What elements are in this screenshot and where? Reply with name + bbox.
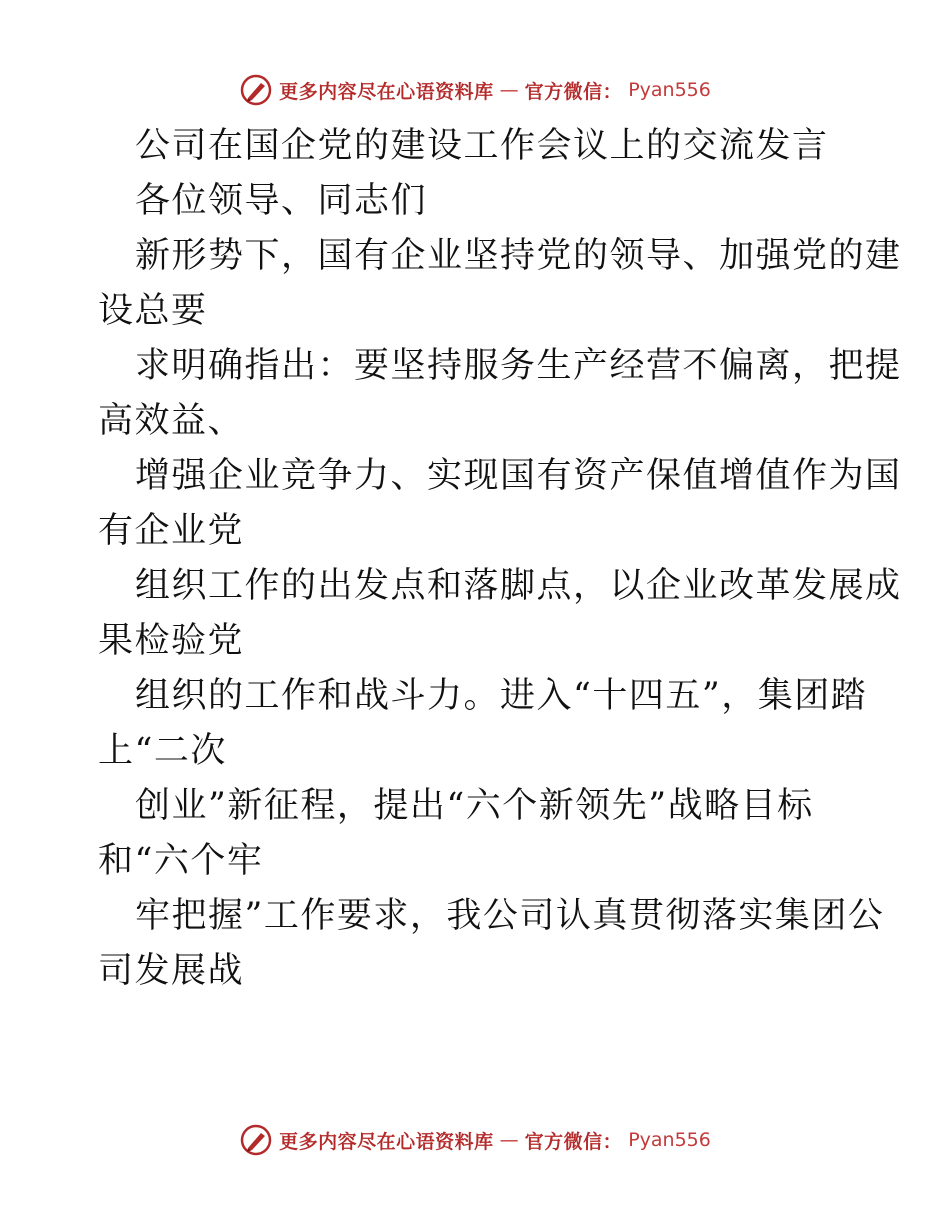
paragraph-line: 牢把握”工作要求，我公司认真贯彻落实集团公	[135, 896, 885, 936]
paragraph-line: 有企业党	[98, 511, 245, 551]
watermark-wechat-id: Pyan556	[628, 1129, 711, 1151]
pen-logo-icon	[239, 1123, 273, 1157]
paragraph-line: 上“二次	[98, 731, 227, 771]
watermark-brand-text: 更多内容尽在心语资料库	[279, 80, 494, 103]
salutation: 各位领导、同志们	[135, 181, 428, 221]
watermark-brand-text: 更多内容尽在心语资料库	[279, 1130, 494, 1153]
paragraph-line: 果检验党	[98, 621, 245, 661]
watermark-wechat-label: 官方微信：	[524, 80, 623, 103]
paragraph-line: 组织工作的出发点和落脚点，以企业改革发展成	[135, 566, 902, 606]
header-watermark	[0, 70, 950, 110]
footer-watermark	[0, 1120, 950, 1160]
paragraph-line: 求明确指出：要坚持服务生产经营不偏离，把提	[135, 346, 902, 386]
paragraph-line: 组织的工作和战斗力。进入“十四五”，集团踏	[135, 676, 868, 716]
paragraph-line: 和“六个牢	[98, 841, 264, 881]
watermark-separator: —	[499, 79, 519, 101]
paragraph-line: 设总要	[98, 291, 208, 331]
paragraph-line: 增强企业竞争力、实现国有资产保值增值作为国	[135, 456, 902, 496]
paragraph-line: 创业”新征程，提出“六个新领先”战略目标	[135, 786, 814, 826]
pen-logo-icon	[239, 73, 273, 107]
watermark-wechat-id: Pyan556	[628, 79, 711, 101]
paragraph-line: 高效益、	[98, 401, 245, 441]
watermark-separator: —	[499, 1129, 519, 1151]
paragraph-line: 新形势下，国有企业坚持党的领导、加强党的建	[135, 236, 902, 276]
document-body	[98, 119, 902, 999]
watermark-wechat-label: 官方微信：	[524, 1130, 623, 1153]
document-title: 公司在国企党的建设工作会议上的交流发言	[135, 126, 829, 166]
paragraph-line: 司发展战	[98, 951, 245, 991]
